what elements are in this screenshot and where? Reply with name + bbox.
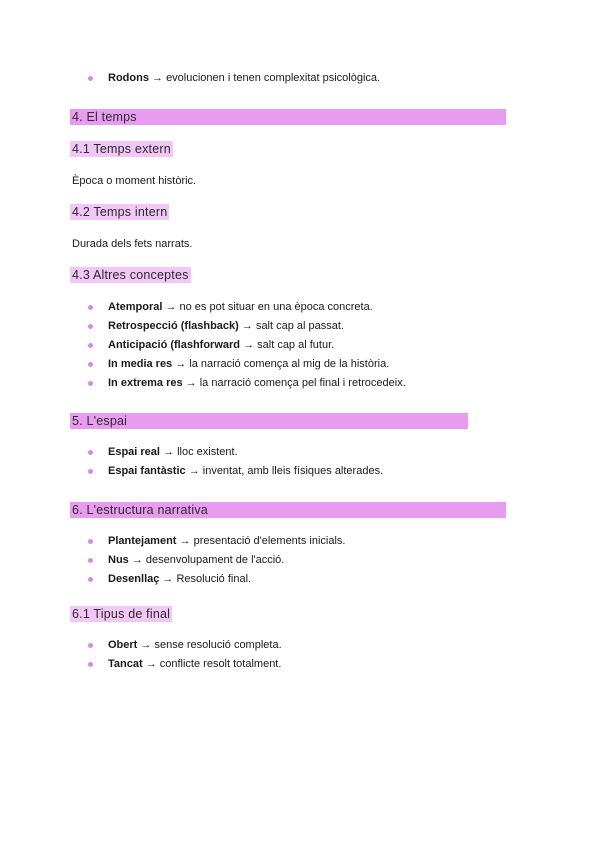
item-text: → salt cap al futur.	[240, 339, 335, 351]
item-text: → inventat, amb lleis físiques alterades.	[185, 465, 384, 477]
item-term: Tancat	[108, 658, 143, 670]
bullet-icon	[88, 558, 93, 563]
subsection-heading-4-1: 4.1 Temps extern	[72, 142, 171, 156]
list-item	[88, 532, 345, 551]
list-item	[88, 69, 380, 88]
list-item	[88, 336, 406, 355]
list-item	[88, 298, 406, 317]
list-item	[88, 317, 406, 336]
paragraph-4-1: Època o moment històric.	[72, 175, 197, 187]
item-term: In extrema res	[108, 377, 183, 389]
bullet-list-6	[88, 532, 345, 589]
item-term: Obert	[108, 639, 138, 651]
item-text: → la narració comença pel final i retrocedeix.	[182, 377, 406, 389]
list-item	[88, 570, 345, 589]
item-term: Espai real	[108, 446, 160, 458]
item-term: Nus	[108, 554, 129, 566]
item-term: Espai fantàstic	[108, 465, 186, 477]
item-text: → lloc existent.	[159, 446, 238, 458]
list-item	[88, 374, 406, 393]
bullet-list-6-1	[88, 636, 282, 674]
subsection-heading-4-2: 4.2 Temps intern	[72, 205, 168, 219]
bullet-icon	[88, 305, 93, 310]
bullet-icon	[88, 76, 93, 81]
list-item	[88, 355, 406, 374]
list-item	[88, 462, 383, 481]
section-heading-4: 4. El temps	[70, 109, 506, 125]
paragraph-4-2: Durada dels fets narrats.	[72, 238, 193, 250]
list-item	[88, 655, 282, 674]
list-item	[88, 443, 383, 462]
subsection-heading-6-1: 6.1 Tipus de final	[72, 607, 171, 621]
item-text: → conflicte resolt totalment.	[142, 658, 282, 670]
item-text: → Resolució final.	[159, 573, 252, 585]
bullet-icon	[88, 577, 93, 582]
top-bullet-list	[88, 69, 380, 88]
bullet-icon	[88, 662, 93, 667]
item-text: → evolucionen i tenen complexitat psicològica.	[148, 72, 381, 84]
bullet-icon	[88, 539, 93, 544]
subsection-heading-4-3: 4.3 Altres conceptes	[72, 268, 189, 282]
item-text: → la narració comença al mig de la història.	[172, 358, 390, 370]
bullet-list-5	[88, 443, 383, 481]
item-term: Desenllaç	[108, 573, 160, 585]
item-term: Rodons	[108, 72, 149, 84]
bullet-icon	[88, 343, 93, 348]
item-text: → desenvolupament de l'acció.	[128, 554, 285, 566]
section-heading-6: 6. L'estructura narrativa	[70, 502, 506, 518]
bullet-icon	[88, 324, 93, 329]
item-text: → sense resolució completa.	[137, 639, 282, 651]
section-heading-5: 5. L'espai	[70, 413, 468, 429]
bullet-icon	[88, 381, 93, 386]
item-text: → salt cap al passat.	[238, 320, 344, 332]
item-text: → no es pot situar en una època concreta.	[162, 301, 373, 313]
bullet-icon	[88, 362, 93, 367]
item-text: → presentació d'elements inicials.	[176, 535, 346, 547]
item-term: Atemporal	[108, 301, 163, 313]
list-item	[88, 551, 345, 570]
item-term: Anticipació (flashforward	[108, 339, 241, 351]
bullet-icon	[88, 643, 93, 648]
item-term: In media res	[108, 358, 173, 370]
item-term: Retrospecció (flashback)	[108, 320, 239, 332]
bullet-icon	[88, 450, 93, 455]
bullet-list-4-3	[88, 298, 406, 393]
item-term: Plantejament	[108, 535, 177, 547]
bullet-icon	[88, 469, 93, 474]
list-item	[88, 636, 282, 655]
